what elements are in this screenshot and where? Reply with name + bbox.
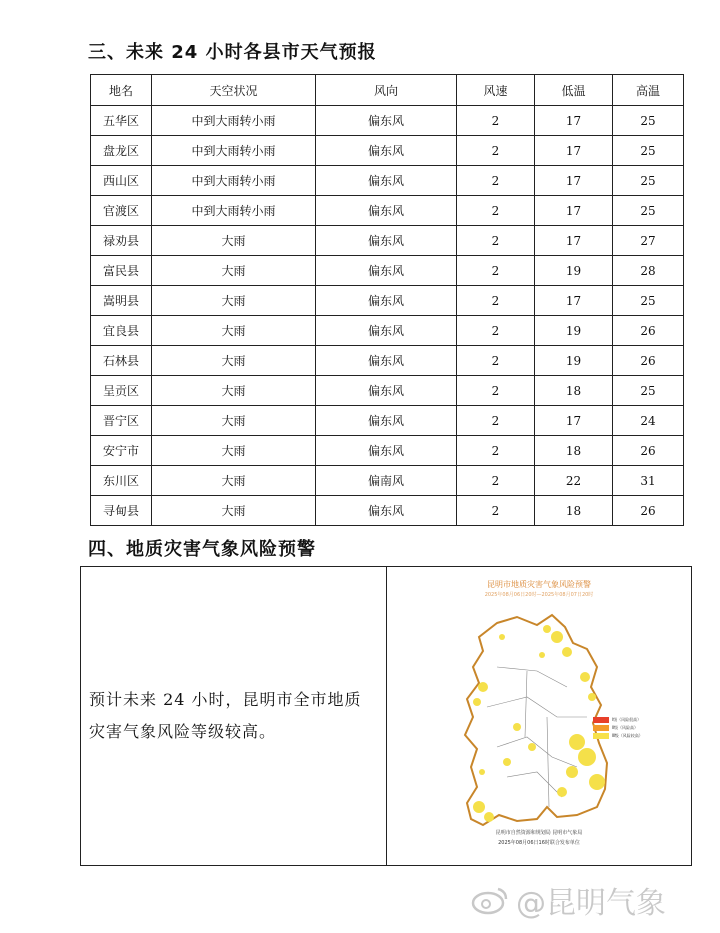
watermark <box>470 878 666 922</box>
cell-sky: 大雨 <box>152 226 316 256</box>
cell-low-temp: 17 <box>535 136 613 166</box>
cell-low-temp: 19 <box>535 316 613 346</box>
cell-wind-speed: 2 <box>457 436 535 466</box>
legend-swatch <box>593 717 609 723</box>
cell-wind-direction: 偏东风 <box>316 286 457 316</box>
weibo-icon <box>470 885 510 915</box>
table-row <box>91 256 684 286</box>
table-row <box>91 196 684 226</box>
cell-sky: 大雨 <box>152 346 316 376</box>
cell-high-temp: 25 <box>613 166 684 196</box>
cell-low-temp: 17 <box>535 406 613 436</box>
cell-high-temp: 25 <box>613 376 684 406</box>
cell-high-temp: 27 <box>613 226 684 256</box>
table-row <box>91 466 684 496</box>
cell-low-temp: 18 <box>535 376 613 406</box>
cell-sky: 大雨 <box>152 496 316 526</box>
cell-low-temp: 17 <box>535 286 613 316</box>
header-low-temp: 低温 <box>535 75 613 106</box>
cell-sky: 大雨 <box>152 436 316 466</box>
map-legend <box>593 717 643 741</box>
cell-wind-direction: 偏东风 <box>316 136 457 166</box>
cell-wind-direction: 偏东风 <box>316 226 457 256</box>
cell-wind-direction: 偏东风 <box>316 406 457 436</box>
cell-wind-direction: 偏东风 <box>316 376 457 406</box>
warning-text: 预计未来 24 小时，昆明市全市地质灾害气象风险等级较高。 <box>81 567 387 865</box>
cell-high-temp: 28 <box>613 256 684 286</box>
cell-wind-direction: 偏南风 <box>316 466 457 496</box>
cell-sky: 大雨 <box>152 376 316 406</box>
header-wind-speed: 风速 <box>457 75 535 106</box>
cell-sky: 大雨 <box>152 316 316 346</box>
cell-wind-direction: 偏东风 <box>316 196 457 226</box>
cell-low-temp: 22 <box>535 466 613 496</box>
section-3-title: 三、未来 24 小时各县市天气预报 <box>88 42 377 63</box>
cell-place: 宜良县 <box>91 316 152 346</box>
cell-wind-speed: 2 <box>457 286 535 316</box>
cell-high-temp: 31 <box>613 466 684 496</box>
cell-wind-speed: 2 <box>457 196 535 226</box>
cell-wind-direction: 偏东风 <box>316 436 457 466</box>
table-row <box>91 166 684 196</box>
cell-high-temp: 26 <box>613 316 684 346</box>
header-wind-direction: 风向 <box>316 75 457 106</box>
cell-sky: 中到大雨转小雨 <box>152 136 316 166</box>
table-row <box>91 376 684 406</box>
cell-low-temp: 17 <box>535 196 613 226</box>
cell-low-temp: 19 <box>535 256 613 286</box>
map-outline <box>465 615 607 825</box>
cell-wind-speed: 2 <box>457 166 535 196</box>
cell-sky: 大雨 <box>152 406 316 436</box>
table-row <box>91 286 684 316</box>
legend-item <box>593 733 643 739</box>
cell-high-temp: 24 <box>613 406 684 436</box>
cell-high-temp: 25 <box>613 106 684 136</box>
cell-high-temp: 26 <box>613 346 684 376</box>
map-subtitle: 2025年08月06日20时—2025年08月07日20时 <box>484 592 594 598</box>
cell-place: 五华区 <box>91 106 152 136</box>
table-header-row <box>91 75 684 106</box>
cell-sky: 中到大雨转小雨 <box>152 166 316 196</box>
legend-swatch <box>593 733 609 739</box>
cell-place: 呈贡区 <box>91 376 152 406</box>
cell-low-temp: 18 <box>535 436 613 466</box>
cell-low-temp: 17 <box>535 166 613 196</box>
table-row <box>91 136 684 166</box>
table-row <box>91 496 684 526</box>
legend-item <box>593 725 643 731</box>
forecast-table <box>90 74 684 526</box>
cell-wind-direction: 偏东风 <box>316 256 457 286</box>
cell-place: 禄劝县 <box>91 226 152 256</box>
cell-place: 富民县 <box>91 256 152 286</box>
cell-wind-speed: 2 <box>457 496 535 526</box>
cell-high-temp: 25 <box>613 136 684 166</box>
cell-wind-direction: 偏东风 <box>316 166 457 196</box>
legend-label: Ⅲ级（风险较高） <box>612 733 643 738</box>
cell-wind-speed: 2 <box>457 346 535 376</box>
cell-wind-speed: 2 <box>457 376 535 406</box>
cell-sky: 大雨 <box>152 466 316 496</box>
table-row <box>91 406 684 436</box>
table-row <box>91 346 684 376</box>
cell-high-temp: 26 <box>613 436 684 466</box>
legend-label: Ⅱ级（风险高） <box>612 725 638 730</box>
cell-place: 石林县 <box>91 346 152 376</box>
legend-label: Ⅰ级（风险很高） <box>612 717 642 722</box>
legend-item <box>593 717 643 723</box>
cell-wind-direction: 偏东风 <box>316 496 457 526</box>
cell-place: 安宁市 <box>91 436 152 466</box>
cell-place: 晋宁区 <box>91 406 152 436</box>
cell-high-temp: 25 <box>613 196 684 226</box>
table-row <box>91 316 684 346</box>
cell-sky: 大雨 <box>152 286 316 316</box>
table-row <box>91 436 684 466</box>
cell-wind-speed: 2 <box>457 316 535 346</box>
cell-place: 嵩明县 <box>91 286 152 316</box>
geo-hazard-warning-box <box>80 566 692 866</box>
header-sky: 天空状况 <box>152 75 316 106</box>
cell-place: 东川区 <box>91 466 152 496</box>
cell-wind-direction: 偏东风 <box>316 346 457 376</box>
cell-place: 西山区 <box>91 166 152 196</box>
cell-place: 盘龙区 <box>91 136 152 166</box>
cell-wind-direction: 偏东风 <box>316 316 457 346</box>
map-graphic <box>387 567 691 863</box>
cell-wind-direction: 偏东风 <box>316 106 457 136</box>
legend-swatch <box>593 725 609 731</box>
table-row <box>91 106 684 136</box>
table-row <box>91 226 684 256</box>
cell-low-temp: 19 <box>535 346 613 376</box>
cell-sky: 大雨 <box>152 256 316 286</box>
cell-wind-speed: 2 <box>457 136 535 166</box>
cell-wind-speed: 2 <box>457 256 535 286</box>
header-high-temp: 高温 <box>613 75 684 106</box>
cell-sky: 中到大雨转小雨 <box>152 196 316 226</box>
map-title: 昆明市地质灾害气象风险预警 <box>487 580 591 589</box>
map-footer-agencies: 昆明市自然资源和规划局 昆明市气象局 <box>495 830 583 836</box>
section-4-title: 四、地质灾害气象风险预警 <box>88 539 316 560</box>
watermark-text: @昆明气象 <box>516 886 666 921</box>
cell-wind-speed: 2 <box>457 466 535 496</box>
header-place: 地名 <box>91 75 152 106</box>
cell-place: 寻甸县 <box>91 496 152 526</box>
cell-low-temp: 17 <box>535 226 613 256</box>
cell-high-temp: 26 <box>613 496 684 526</box>
cell-wind-speed: 2 <box>457 106 535 136</box>
cell-high-temp: 25 <box>613 286 684 316</box>
risk-map <box>387 567 691 865</box>
cell-wind-speed: 2 <box>457 406 535 436</box>
cell-place: 官渡区 <box>91 196 152 226</box>
cell-low-temp: 18 <box>535 496 613 526</box>
cell-low-temp: 17 <box>535 106 613 136</box>
cell-wind-speed: 2 <box>457 226 535 256</box>
cell-sky: 中到大雨转小雨 <box>152 106 316 136</box>
map-footer-date: 2025年08月06日16时联合发布单位 <box>498 840 580 846</box>
